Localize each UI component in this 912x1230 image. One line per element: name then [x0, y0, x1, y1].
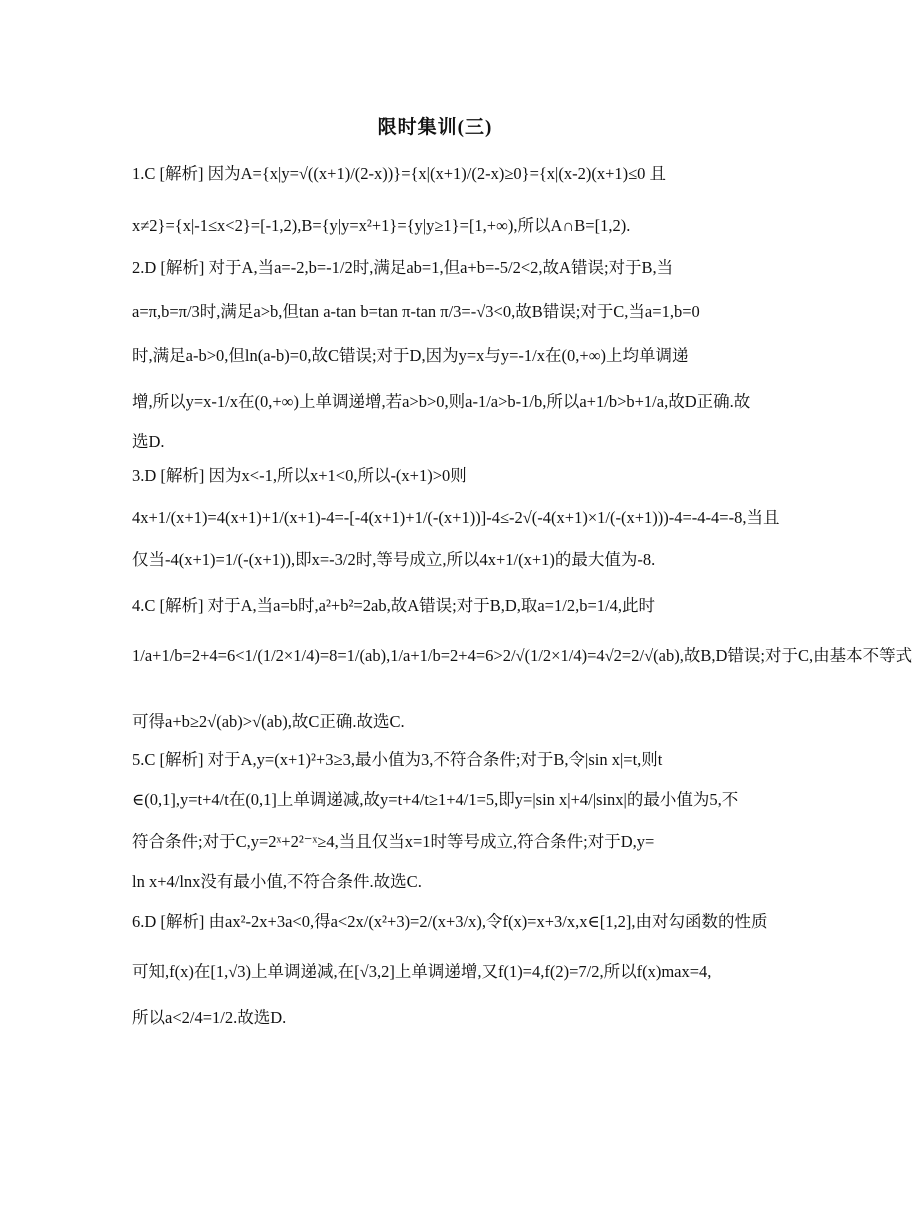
text-line: 5.C [解析] 对于A,y=(x+1)²+3≥3,最小值为3,不符合条件;对于B,令|sin x|=t,则t: [132, 750, 663, 769]
text-line: 2.D [解析] 对于A,当a=-2,b=-1/2时,满足ab=1,但a+b=-5/2<2,故A错误;对于B,当: [132, 258, 674, 277]
text-line: 4x+1/(x+1)=4(x+1)+1/(x+1)-4=-[-4(x+1)+1/(-(x+1))]-4≤-2√(-4(x+1)×1/(-(x+1)))-4=-4-4=-8,当且: [132, 508, 780, 527]
text-line: 可知,f(x)在[1,√3)上单调递减,在[√3,2]上单调递增,又f(1)=4,f(2)=7/2,所以f(x)max=4,: [132, 962, 712, 981]
text-line: 仅当-4(x+1)=1/(-(x+1)),即x=-3/2时,等号成立,所以4x+1/(x+1)的最大值为-8.: [132, 550, 656, 569]
text-line: 1/a+1/b=2+4=6<1/(1/2×1/4)=8=1/(ab),1/a+1/b=2+4=6>2/√(1/2×1/4)=4√2=2/√(ab),故B,D错误;对于C,由基本不等式: [132, 646, 912, 665]
text-line: ln x+4/lnx没有最小值,不符合条件.故选C.: [132, 872, 422, 891]
text-line: 时,满足a-b>0,但ln(a-b)=0,故C错误;对于D,因为y=x与y=-1/x在(0,+∞)上均单调递: [132, 346, 689, 365]
text-line: x≠2}={x|-1≤x<2}=[-1,2),B={y|y=x²+1}={y|y≥1}=[1,+∞),所以A∩B=[1,2).: [132, 216, 631, 235]
text-line: 6.D [解析] 由ax²-2x+3a<0,得a<2x/(x²+3)=2/(x+3/x),令f(x)=x+3/x,x∈[1,2],由对勾函数的性质: [132, 912, 768, 931]
text-line: 可得a+b≥2√(ab)>√(ab),故C正确.故选C.: [132, 712, 405, 731]
text-line: 选D.: [132, 432, 165, 451]
text-line: ∈(0,1],y=t+4/t在(0,1]上单调递减,故y=t+4/t≥1+4/1=5,即y=|sin x|+4/|sinx|的最小值为5,不: [132, 790, 739, 809]
text-line: a=π,b=π/3时,满足a>b,但tan a-tan b=tan π-tan π/3=-√3<0,故B错误;对于C,当a=1,b=0: [132, 302, 700, 321]
text-line: 符合条件;对于C,y=2ˣ+2²⁻ˣ≥4,当且仅当x=1时等号成立,符合条件;对于D,y=: [132, 832, 655, 851]
text-line: 4.C [解析] 对于A,当a=b时,a²+b²=2ab,故A错误;对于B,D,取a=1/2,b=1/4,此时: [132, 596, 655, 615]
text-line: 3.D [解析] 因为x<-1,所以x+1<0,所以-(x+1)>0则: [132, 466, 467, 485]
page-title: 限时集训(三): [377, 117, 493, 138]
text-line: 增,所以y=x-1/x在(0,+∞)上单调递增,若a>b>0,则a-1/a>b-1/b,所以a+1/b>b+1/a,故D正确.故: [132, 392, 751, 411]
text-line: 所以a<2/4=1/2.故选D.: [132, 1008, 287, 1027]
text-line: 1.C [解析] 因为A={x|y=√((x+1)/(2-x))}={x|(x+1)/(2-x)≥0}={x|(x-2)(x+1)≤0 且: [132, 164, 667, 183]
